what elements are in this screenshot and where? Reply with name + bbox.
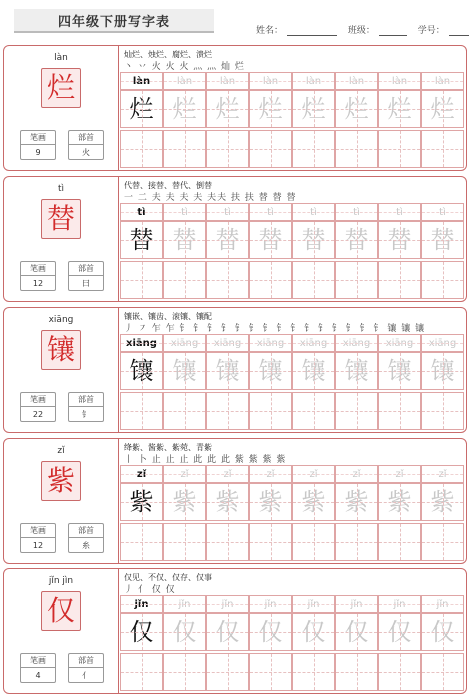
- character-cell: [421, 613, 464, 651]
- pinyin-cell: [421, 72, 464, 90]
- character-text: 烂: [215, 95, 240, 123]
- pinyin-cell: [206, 72, 249, 90]
- character-text: 仅: [215, 618, 240, 646]
- character-text: 替: [344, 226, 369, 254]
- blank-practice-row: [120, 392, 464, 430]
- blank-writing-cell[interactable]: [292, 392, 335, 430]
- pinyin-text: zǐ: [223, 469, 232, 480]
- character-cell: [378, 613, 421, 651]
- character-cell: [206, 613, 249, 651]
- blank-writing-cell[interactable]: [120, 261, 163, 299]
- stroke-count-box: [20, 261, 56, 291]
- practice-grid: [120, 334, 464, 430]
- pinyin-text: làn: [132, 76, 151, 87]
- character-text: 替: [215, 226, 240, 254]
- pinyin-text: xiāng: [170, 338, 199, 349]
- pinyin-text: làn: [219, 76, 236, 87]
- character-cell: [120, 221, 163, 259]
- student-fields: [256, 23, 469, 36]
- pinyin-text: jǐn: [307, 599, 320, 610]
- character-card: [3, 307, 467, 433]
- pinyin-label: jǐn jìn: [48, 576, 74, 586]
- character-cell: [206, 352, 249, 390]
- character-text: 仅: [301, 618, 326, 646]
- character-cell: [421, 90, 464, 128]
- blank-writing-cell[interactable]: [206, 130, 249, 168]
- pinyin-text: làn: [348, 76, 365, 87]
- pinyin-row: [120, 465, 464, 483]
- pinyin-text: làn: [176, 76, 193, 87]
- character-text: 烂: [172, 95, 197, 123]
- character-text: 紫: [301, 488, 326, 516]
- character-cell: [163, 90, 206, 128]
- pinyin-cell: [249, 72, 292, 90]
- character-cell: [335, 613, 378, 651]
- character-info-panel: [4, 177, 119, 301]
- character-info-panel: [4, 308, 119, 432]
- radical-label: 部首: [69, 524, 103, 538]
- character-card: [3, 438, 467, 564]
- class-line: [379, 26, 407, 36]
- pinyin-cell: [378, 203, 421, 221]
- name-label: 姓名：: [256, 26, 284, 36]
- character-display: [41, 199, 81, 239]
- blank-writing-cell[interactable]: [249, 261, 292, 299]
- example-words: 绛紫、酱紫、紫菀、青紫: [124, 443, 212, 452]
- pinyin-cell: [292, 465, 335, 483]
- character-cell: [163, 221, 206, 259]
- character-display: [41, 591, 81, 631]
- pinyin-cell: [206, 203, 249, 221]
- blank-writing-cell[interactable]: [249, 392, 292, 430]
- pinyin-cell: [120, 465, 163, 483]
- pinyin-cell: [249, 595, 292, 613]
- pinyin-cell: [163, 465, 206, 483]
- character-text: 镶: [172, 357, 197, 385]
- worksheet-header: [0, 0, 469, 40]
- pinyin-cell: [421, 203, 464, 221]
- character-text: 紫: [129, 488, 154, 516]
- pinyin-label: làn: [54, 53, 68, 63]
- blank-writing-cell[interactable]: [421, 261, 464, 299]
- practice-grid: [120, 72, 464, 168]
- page-title: 四年级下册写字表: [57, 15, 170, 30]
- stroke-order: 丶 丷 火 火 火 灬 灬 灿 烂: [124, 62, 245, 72]
- blank-writing-cell[interactable]: [163, 392, 206, 430]
- character-glyph: 烂: [46, 71, 75, 104]
- radical-box: [68, 523, 104, 553]
- name-line: [287, 26, 337, 36]
- blank-writing-cell[interactable]: [163, 130, 206, 168]
- number-label: 学号：: [417, 26, 445, 36]
- blank-writing-cell[interactable]: [378, 523, 421, 561]
- pinyin-text: zǐ: [180, 469, 189, 480]
- blank-writing-cell[interactable]: [335, 523, 378, 561]
- pinyin-text: jǐn: [393, 599, 406, 610]
- character-info-panel: [4, 439, 119, 563]
- pinyin-cell: [292, 334, 335, 352]
- character-cell: [335, 221, 378, 259]
- pinyin-text: làn: [305, 76, 322, 87]
- character-cell: [335, 90, 378, 128]
- character-cell: [378, 352, 421, 390]
- blank-writing-cell[interactable]: [378, 130, 421, 168]
- pinyin-cell: [120, 595, 163, 613]
- pinyin-row: [120, 334, 464, 352]
- character-text: 镶: [129, 357, 154, 385]
- stroke-count-value: 12: [32, 541, 44, 550]
- character-cell: [120, 483, 163, 521]
- stroke-count-label: 笔画: [21, 524, 55, 538]
- pinyin-label: tì: [57, 184, 65, 194]
- pinyin-text: jǐn: [436, 599, 449, 610]
- blank-writing-cell[interactable]: [292, 261, 335, 299]
- pinyin-text: xiāng: [385, 338, 414, 349]
- pinyin-cell: [120, 334, 163, 352]
- pinyin-text: làn: [434, 76, 451, 87]
- character-text: 紫: [430, 488, 455, 516]
- character-cell: [163, 352, 206, 390]
- character-cell: [120, 613, 163, 651]
- stroke-count-value: 22: [32, 410, 44, 419]
- character-text: 紫: [387, 488, 412, 516]
- blank-writing-cell[interactable]: [378, 392, 421, 430]
- blank-writing-cell[interactable]: [335, 392, 378, 430]
- blank-writing-cell[interactable]: [120, 653, 163, 691]
- pinyin-cell: [249, 203, 292, 221]
- character-text: 仅: [344, 618, 369, 646]
- character-glyph: 替: [46, 202, 75, 235]
- pinyin-cell: [206, 595, 249, 613]
- stroke-order: 丿 ㇇ 乍 乍 钅 钅 钅 钅 钅 钅 钅 钅 钅 钅 钅 钅 钅 钅 钅 镶 镶 镶: [124, 324, 426, 334]
- blank-writing-cell[interactable]: [206, 392, 249, 430]
- pinyin-cell: [378, 465, 421, 483]
- radical-label: 部首: [69, 262, 103, 276]
- character-cell: [292, 90, 335, 128]
- character-text: 烂: [258, 95, 283, 123]
- blank-writing-cell[interactable]: [292, 130, 335, 168]
- stroke-count-value: 12: [32, 279, 44, 288]
- stroke-count-label: 笔画: [21, 393, 55, 407]
- character-glyph: 镶: [46, 333, 75, 366]
- character-cell: [206, 90, 249, 128]
- stroke-count-value: 4: [35, 671, 41, 680]
- character-text: 替: [387, 226, 412, 254]
- character-glyph: 仅: [46, 594, 75, 627]
- pinyin-row: [120, 72, 464, 90]
- stroke-order: 丨 卜 止 止 止 此 此 此 紫 紫 紫 紫: [124, 455, 287, 465]
- character-display: [41, 68, 81, 108]
- radical-value: 亻: [82, 671, 90, 680]
- character-cell: [421, 352, 464, 390]
- character-text: 仅: [172, 618, 197, 646]
- radical-box: [68, 653, 104, 683]
- character-info-panel: [4, 46, 119, 170]
- pinyin-text: xiāng: [299, 338, 328, 349]
- character-cell: [378, 90, 421, 128]
- character-text: 紫: [215, 488, 240, 516]
- pinyin-cell: [335, 72, 378, 90]
- character-text: 烂: [344, 95, 369, 123]
- character-cell: [378, 483, 421, 521]
- character-text: 仅: [430, 618, 455, 646]
- character-display: [41, 330, 81, 370]
- blank-writing-cell[interactable]: [421, 392, 464, 430]
- blank-writing-cell[interactable]: [378, 261, 421, 299]
- pinyin-cell: [163, 72, 206, 90]
- pinyin-text: zǐ: [395, 469, 404, 480]
- pinyin-cell: [120, 203, 163, 221]
- character-cell: [421, 483, 464, 521]
- character-text: 镶: [301, 357, 326, 385]
- pinyin-text: tì: [353, 207, 360, 218]
- character-text: 镶: [344, 357, 369, 385]
- character-text: 替: [129, 226, 154, 254]
- character-row: [120, 221, 464, 259]
- pinyin-text: làn: [391, 76, 408, 87]
- blank-writing-cell[interactable]: [249, 653, 292, 691]
- pinyin-text: xiāng: [428, 338, 457, 349]
- character-info-panel: [4, 569, 119, 693]
- character-text: 紫: [172, 488, 197, 516]
- blank-practice-row: [120, 523, 464, 561]
- blank-writing-cell[interactable]: [120, 130, 163, 168]
- blank-practice-row: [120, 261, 464, 299]
- radical-box: [68, 130, 104, 160]
- character-text: 仅: [258, 618, 283, 646]
- example-words: 灿烂、烛烂、腐烂、溃烂: [124, 50, 212, 59]
- pinyin-cell: [378, 72, 421, 90]
- blank-writing-cell[interactable]: [163, 261, 206, 299]
- pinyin-text: jǐn: [221, 599, 234, 610]
- pinyin-cell: [421, 595, 464, 613]
- character-cell: [292, 483, 335, 521]
- blank-writing-cell[interactable]: [249, 523, 292, 561]
- pinyin-text: zǐ: [309, 469, 318, 480]
- practice-grid: [120, 203, 464, 299]
- blank-writing-cell[interactable]: [206, 261, 249, 299]
- character-text: 紫: [344, 488, 369, 516]
- blank-writing-cell[interactable]: [378, 653, 421, 691]
- radical-label: 部首: [69, 131, 103, 145]
- blank-writing-cell[interactable]: [421, 130, 464, 168]
- character-cell: [120, 90, 163, 128]
- character-cell: [378, 221, 421, 259]
- pinyin-cell: [206, 465, 249, 483]
- character-cell: [206, 483, 249, 521]
- character-text: 镶: [215, 357, 240, 385]
- stroke-count-value: 9: [35, 148, 41, 157]
- blank-writing-cell[interactable]: [292, 653, 335, 691]
- pinyin-text: xiāng: [256, 338, 285, 349]
- pinyin-cell: [292, 72, 335, 90]
- pinyin-text: zǐ: [438, 469, 447, 480]
- radical-box: [68, 392, 104, 422]
- pinyin-cell: [292, 595, 335, 613]
- pinyin-text: tì: [310, 207, 317, 218]
- blank-writing-cell[interactable]: [335, 130, 378, 168]
- character-cell: [163, 613, 206, 651]
- character-cell: [335, 352, 378, 390]
- pinyin-cell: [163, 595, 206, 613]
- number-line: [449, 26, 469, 36]
- example-words: 镶嵌、镶齿、滚镶、镶配: [124, 312, 212, 321]
- character-row: [120, 613, 464, 651]
- pinyin-cell: [335, 465, 378, 483]
- stroke-count-box: [20, 130, 56, 160]
- radical-label: 部首: [69, 654, 103, 668]
- blank-writing-cell[interactable]: [206, 653, 249, 691]
- character-cell: [206, 221, 249, 259]
- character-text: 仅: [129, 618, 154, 646]
- pinyin-row: [120, 595, 464, 613]
- pinyin-cell: [421, 334, 464, 352]
- blank-writing-cell[interactable]: [335, 261, 378, 299]
- character-text: 替: [172, 226, 197, 254]
- character-text: 替: [301, 226, 326, 254]
- blank-writing-cell[interactable]: [163, 653, 206, 691]
- blank-practice-row: [120, 130, 464, 168]
- character-text: 烂: [301, 95, 326, 123]
- pinyin-cell: [378, 595, 421, 613]
- radical-value: 钅: [82, 410, 90, 419]
- character-cell: [249, 483, 292, 521]
- pinyin-label: zǐ: [57, 446, 65, 456]
- character-cell: [335, 483, 378, 521]
- pinyin-text: zǐ: [352, 469, 361, 480]
- blank-writing-cell[interactable]: [120, 523, 163, 561]
- pinyin-text: jǐn: [264, 599, 277, 610]
- character-text: 烂: [430, 95, 455, 123]
- character-cell: [292, 352, 335, 390]
- pinyin-text: tì: [439, 207, 446, 218]
- example-words: 仅见、不仅、仅存、仅事: [124, 573, 212, 582]
- character-text: 替: [430, 226, 455, 254]
- character-text: 镶: [430, 357, 455, 385]
- character-display: [41, 461, 81, 501]
- pinyin-text: xiāng: [342, 338, 371, 349]
- pinyin-text: xiāng: [213, 338, 242, 349]
- example-words: 代替、接替、替代、倒替: [124, 181, 212, 190]
- pinyin-cell: [120, 72, 163, 90]
- pinyin-cell: [292, 203, 335, 221]
- character-row: [120, 90, 464, 128]
- character-row: [120, 483, 464, 521]
- stroke-count-label: 笔画: [21, 131, 55, 145]
- character-text: 替: [258, 226, 283, 254]
- blank-writing-cell[interactable]: [206, 523, 249, 561]
- practice-grid: [120, 595, 464, 691]
- pinyin-text: làn: [262, 76, 279, 87]
- pinyin-text: tì: [396, 207, 403, 218]
- character-cell: [421, 221, 464, 259]
- practice-grid: [120, 465, 464, 561]
- character-text: 镶: [258, 357, 283, 385]
- character-cell: [249, 613, 292, 651]
- radical-value: 曰: [82, 279, 90, 288]
- pinyin-cell: [163, 334, 206, 352]
- character-glyph: 紫: [46, 464, 75, 497]
- pinyin-text: xiāng: [126, 338, 157, 349]
- pinyin-cell: [163, 203, 206, 221]
- pinyin-cell: [335, 203, 378, 221]
- stroke-order: 丿 亻 仅 仅: [124, 585, 176, 595]
- stroke-count-label: 笔画: [21, 654, 55, 668]
- pinyin-text: zǐ: [266, 469, 275, 480]
- pinyin-cell: [249, 334, 292, 352]
- blank-writing-cell[interactable]: [335, 653, 378, 691]
- pinyin-row: [120, 203, 464, 221]
- pinyin-label: xiāng: [48, 315, 74, 325]
- pinyin-text: tì: [137, 207, 146, 218]
- blank-writing-cell[interactable]: [249, 130, 292, 168]
- stroke-count-box: [20, 392, 56, 422]
- radical-value: 糸: [82, 541, 90, 550]
- character-card: [3, 568, 467, 694]
- pinyin-cell: [335, 334, 378, 352]
- radical-box: [68, 261, 104, 291]
- character-card: [3, 176, 467, 302]
- pinyin-text: jǐn: [350, 599, 363, 610]
- radical-value: 火: [82, 148, 90, 157]
- pinyin-text: tì: [267, 207, 274, 218]
- pinyin-text: jǐn: [134, 599, 149, 610]
- character-text: 镶: [387, 357, 412, 385]
- character-cell: [292, 221, 335, 259]
- character-text: 烂: [387, 95, 412, 123]
- stroke-count-box: [20, 653, 56, 683]
- pinyin-cell: [335, 595, 378, 613]
- pinyin-cell: [206, 334, 249, 352]
- blank-practice-row: [120, 653, 464, 691]
- blank-writing-cell[interactable]: [163, 523, 206, 561]
- character-cell: [249, 221, 292, 259]
- character-cell: [249, 352, 292, 390]
- character-text: 仅: [387, 618, 412, 646]
- stroke-count-label: 笔画: [21, 262, 55, 276]
- character-cell: [120, 352, 163, 390]
- pinyin-text: tì: [224, 207, 231, 218]
- pinyin-text: tì: [181, 207, 188, 218]
- blank-writing-cell[interactable]: [120, 392, 163, 430]
- character-row: [120, 352, 464, 390]
- class-label: 班级：: [347, 26, 375, 36]
- blank-writing-cell[interactable]: [421, 653, 464, 691]
- character-text: 紫: [258, 488, 283, 516]
- pinyin-text: jǐn: [178, 599, 191, 610]
- stroke-order: 一 二 夫 夫 夫 夫 夫夫 扶 扶 替 替 替: [124, 193, 297, 203]
- character-cell: [249, 90, 292, 128]
- character-cell: [292, 613, 335, 651]
- pinyin-cell: [421, 465, 464, 483]
- pinyin-text: zǐ: [136, 469, 147, 480]
- character-cell: [163, 483, 206, 521]
- radical-label: 部首: [69, 393, 103, 407]
- character-text: 烂: [129, 95, 154, 123]
- pinyin-cell: [249, 465, 292, 483]
- pinyin-cell: [378, 334, 421, 352]
- blank-writing-cell[interactable]: [421, 523, 464, 561]
- blank-writing-cell[interactable]: [292, 523, 335, 561]
- stroke-count-box: [20, 523, 56, 553]
- character-card: [3, 45, 467, 171]
